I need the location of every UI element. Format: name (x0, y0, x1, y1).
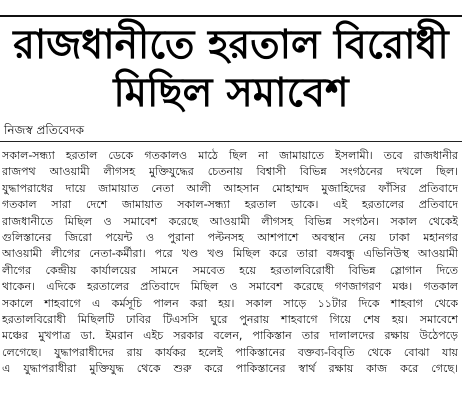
article-line: গুলিস্তানের জিরো পয়েন্ট ও পুরানা পল্টনসহ আশপাশে অবস্থান নেয় ঢাকা মহানগর (2, 231, 458, 245)
byline: নিজস্ব প্রতিবেদক (4, 123, 85, 137)
article-line: মঞ্চের মুখপাত্র ডা. ইমরান এইচ সরকার বলেন, পাকিস্তান তার দালালদের রক্ষায় উঠেপড়ে (2, 329, 458, 343)
article-line: থাকেন। এদিকে হরতালের প্রতিবাদে মিছিল ও সমাবেশ করেছে গণজাগরণ মঞ্চ। গতকাল (2, 280, 458, 294)
byline-divider (0, 141, 462, 142)
article-line: যুদ্ধাপরাধের দায়ে জামায়াত নেতা আলী আহসান মোহাম্মদ মুজাহিদের ফাঁসির প্রতিবাদে (2, 181, 458, 195)
cropped-top-strip (0, 0, 462, 14)
headline-line-2: মিছিল সমাবেশ (113, 70, 349, 116)
top-divider (0, 15, 462, 17)
article-line: লীগের কেন্দ্রীয় কার্যালয়ের সামনে সমবেত হয়ে হরতালবিরোধী বিভিন্ন স্লোগান দিতে (2, 263, 458, 277)
article-line: লেগেছে। যুদ্ধাপরাধীদের রায় কার্যকর হলেই পাকিস্তানের বক্তব্য-বিবৃতি থেকে বোঝা যায় (2, 345, 458, 359)
article-line: সকাল-সন্ধ্যা হরতাল ডেকে গতকালও মাঠে ছিল না জামায়াতে ইসলামী। তবে রাজধানীর (2, 149, 458, 162)
article-body (2, 148, 458, 404)
article-line: আওয়ামী লীগের নেতা-কর্মীরা। পরে খণ্ড খণ্ড মিছিল করে তারা বঙ্গবন্ধু এভিনিউস্থ আওয়ামী (2, 247, 458, 261)
article-line: এ যুদ্ধাপরাধীরা মুক্তিযুদ্ধ থেকে শুরু করে পাকিস্তানের স্বার্থ রক্ষায় কাজ করে গেছে। (2, 362, 458, 376)
article-line: রাজধানীতে মিছিল ও সমাবেশ করেছে আওয়ামী লীগসহ বিভিন্ন সংগঠন। সকাল থেকেই (2, 214, 458, 228)
headline-line-1: রাজধানীতে হরতাল বিরোধী (13, 22, 449, 68)
article-line: সকালে শাহবাগে এ কর্মসূচি পালন করা হয়। সকাল সাড়ে ১১টার দিকে শাহবাগ থেকে (2, 296, 458, 310)
article-line: গতকাল সারা দেশে জামায়াত সকাল-সন্ধ্যা হরতাল ডাকে। এই হরতালের প্রতিবাদে (2, 198, 458, 212)
article-line: হরতালবিরোধী মিছিলটি ঢাবির টিএসসি ঘুরে পুনরায় শাহবাগে গিয়ে শেষ হয়। সমাবেশে (2, 313, 458, 327)
article-line: রাজপথ আওয়ামী লীগসহ মুক্তিযুদ্ধের চেতনায় বিশ্বাসী বিভিন্ন সংগঠনের দখলে ছিল। (2, 165, 458, 179)
